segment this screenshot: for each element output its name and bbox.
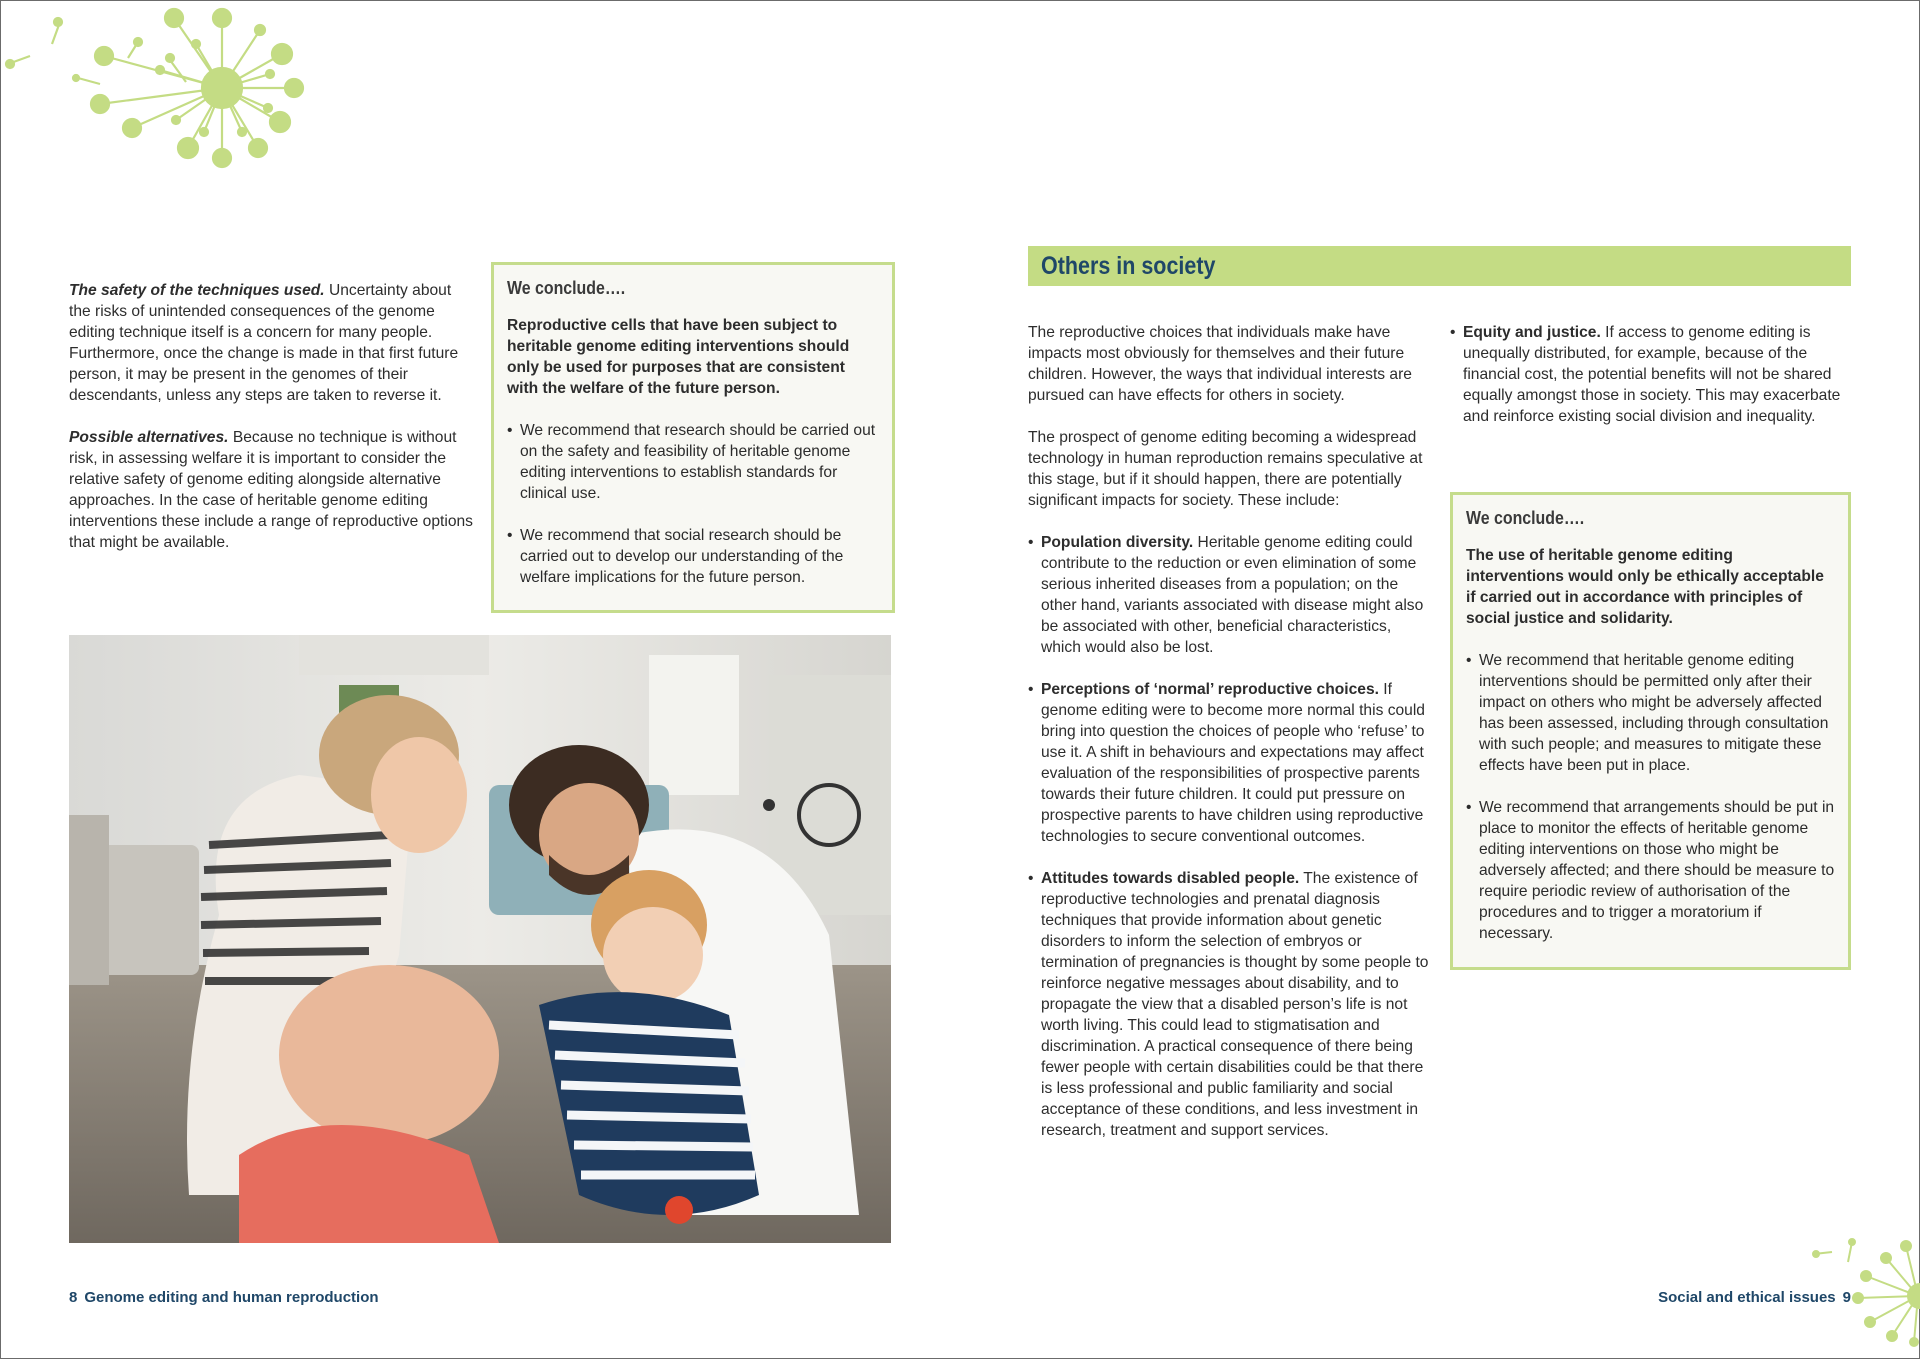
left-column-text xyxy=(69,280,474,574)
footer-left xyxy=(69,1289,379,1306)
equity-text xyxy=(1450,322,1852,448)
impact-item: • Equity and justice. If access to genome editing is unequally distributed, for example, because of the financial cost, the potential benefits will not be shared equally amongst those in society. This may exacerbate and reinforce existing social division and inequality. xyxy=(1450,322,1852,427)
recommendation-item: • We recommend that social research should be carried out to develop our understanding of the welfare implications for the future person. xyxy=(507,525,879,588)
footer-title: Social and ethical issues xyxy=(1658,1289,1836,1306)
conclude-box-left xyxy=(491,262,895,613)
footer-title: Genome editing and human reproduction xyxy=(84,1289,379,1306)
conclude-lead: Reproductive cells that have been subject to heritable genome editing interventions should only be used for purposes that are consistent with the welfare of the future person. xyxy=(507,317,850,397)
conclude-title: We conclude…. xyxy=(507,277,626,298)
intro-paragraph: The prospect of genome editing becoming a widespread technology in human reproduction remains speculative at this stage, but if it should happen, there are potentially significant impacts for society. These include: xyxy=(1028,429,1423,509)
dandelion-motif-icon xyxy=(0,0,310,175)
page-number: 9 xyxy=(1842,1289,1851,1306)
family-photo-illustration xyxy=(69,635,891,1243)
section-header xyxy=(1028,246,1851,286)
footer-right xyxy=(1658,1289,1851,1306)
family-photo xyxy=(69,635,891,1243)
conclude-box-right xyxy=(1450,492,1851,970)
recommendation-item: • We recommend that arrangements should be put in place to monitor the effects of heritable genome editing interventions on those who might be adversely affected; and there should be measure to require periodic review of authorisation of the procedures and to trigger a moratorium if necessary. xyxy=(1466,797,1835,944)
impact-item: • Attitudes towards disabled people. The existence of reproductive technologies and prenatal diagnosis techniques that provide information about genetic disorders to inform the selection of embryos or termination of pregnancies is thought by some people to reinforce negative messages about disability, and to propagate the view that a disabled person’s life is not worth living. This could lead to stigmatisation and discrimination. A practical consequence of there being fewer people with certain disabilities could be that there is less professional and public familiarity and social acceptance of these conditions, and less investment in research, treatment and support services. xyxy=(1028,868,1431,1141)
conclude-title: We conclude…. xyxy=(1466,507,1585,528)
intro-paragraph: The reproductive choices that individuals make have impacts most obviously for themselves and their future children. However, the ways that individual interests are pursued can have effects for others in society. xyxy=(1028,324,1412,404)
impact-item: • Population diversity. Heritable genome editing could contribute to the reduction or even elimination of some serious inherited diseases from a population; on the other hand, variants associated with disease might also be associated with other, beneficial characteristics, which would also be lost. xyxy=(1028,532,1431,658)
impact-item: • Perceptions of ‘normal’ reproductive choices. If genome editing were to become more normal this could bring into question the choices of people who ‘refuse’ to use it. A shift in behaviours and expectations may affect evaluation of the responsibilities of prospective parents towards their future children. It could put pressure on prospective parents to have children using reproductive technologies to secure conventional outcomes. xyxy=(1028,679,1431,847)
conclude-lead: The use of heritable genome editing interventions would only be ethically acceptable if carried out in accordance with principles of social justice and solidarity. xyxy=(1466,547,1824,627)
recommendation-item: • We recommend that heritable genome editing interventions should be permitted only after their impact on others who might be adversely affected has been assessed, including through consultation with such people; and measures to mitigate these effects have been put in place. xyxy=(1466,650,1835,776)
right-column-text xyxy=(1028,322,1431,1162)
impact-list xyxy=(1028,532,1431,1141)
section-title: Others in society xyxy=(1041,252,1216,280)
safety-paragraph: The safety of the techniques used. Uncertainty about the risks of unintended consequences of the genome editing technique itself is a concern for many people. Furthermore, once the change is made in that first future person, it may be present in the genomes of their descendants, unless any steps are taken to reverse it. xyxy=(69,282,459,404)
recommendation-item: • We recommend that research should be carried out on the safety and feasibility of heritable genome editing interventions to establish standards for clinical use. xyxy=(507,420,879,504)
page-number: 8 xyxy=(69,1289,78,1306)
recommendation-list xyxy=(1466,650,1835,944)
impact-list-continued xyxy=(1450,322,1852,427)
alternatives-paragraph: Possible alternatives. Because no technique is without risk, in assessing welfare it is important to consider the relative safety of genome editing alongside alternative approaches. In the case of heritable genome editing interventions these include a range of reproductive options that might be available. xyxy=(69,429,473,551)
recommendation-list xyxy=(507,420,879,588)
